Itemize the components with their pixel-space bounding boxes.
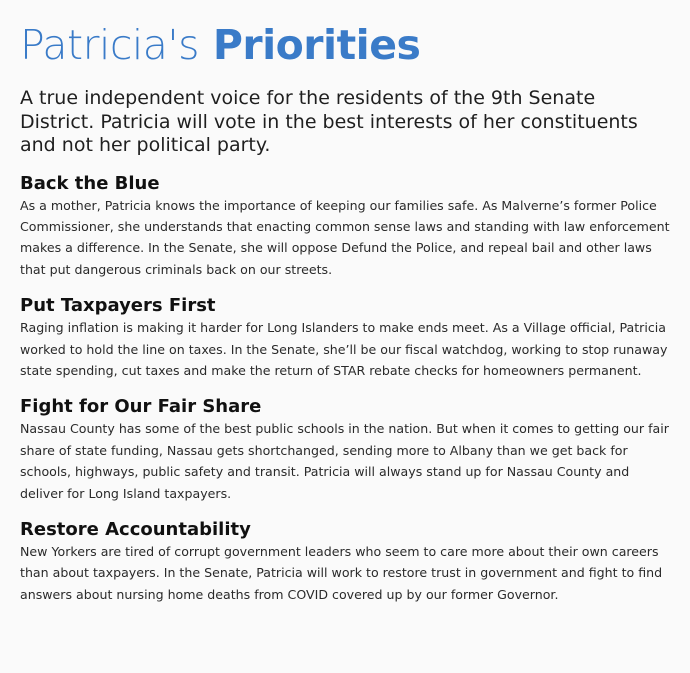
priority-section-fair-share (20, 396, 672, 504)
section-body: As a mother, Patricia knows the importance of keeping our families safe. As Malverne’s former Police Commissioner, she understands that enacting common sense laws and standing with law enforcement makes a difference. In the Senate, she will oppose Defund the Police, and repeal bail and other laws that put dangerous criminals back on our streets. (20, 197, 670, 277)
section-body: New Yorkers are tired of corrupt government leaders who seem to care more about their own careers than about taxpayers. In the Senate, Patricia will work to restore trust in government and fight to find answers about nursing home deaths from COVID covered up by our former Governor. (20, 543, 663, 602)
page-title (20, 22, 672, 68)
intro-paragraph: A true independent voice for the residents of the 9th Senate District. Patricia will vote in the best interests of her constituents and not her political party. (20, 87, 638, 156)
section-body: Raging inflation is making it harder for Long Islanders to make ends meet. As a Village official, Patricia worked to hold the line on taxes. In the Senate, she’ll be our fiscal watchdog, working to stop runaway state spending, cut taxes and make the return of STAR rebate checks for homeowners permanent. (20, 320, 668, 378)
section-heading: Put Taxpayers First (20, 295, 216, 317)
priority-section-back-the-blue (20, 173, 672, 281)
title-second-word: Priorities (212, 21, 421, 69)
section-heading: Restore Accountability (20, 518, 251, 540)
section-body: Nassau County has some of the best public schools in the nation. But when it comes to getting our fair share of state funding, Nassau gets shortchanged, sending more to Albany than we get back for schools, highways, public safety and transit. Patricia will always stand up for Nassau County and deliver for Long Island taxpayers. (20, 421, 669, 501)
section-heading: Back the Blue (20, 172, 160, 194)
title-first-word: Patricia's (20, 21, 200, 69)
section-heading: Fight for Our Fair Share (20, 396, 262, 418)
priority-section-put-taxpayers-first (20, 295, 672, 381)
priority-section-restore-accountability (20, 519, 672, 605)
